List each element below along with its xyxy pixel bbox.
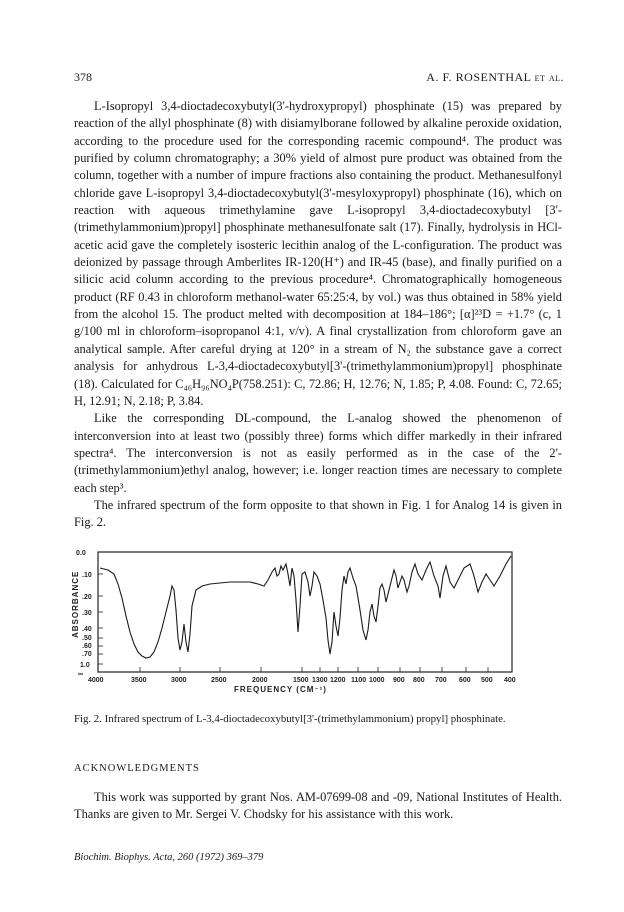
x-tick-label: 1500 [293, 677, 309, 684]
ir-spectrum-figure [71, 546, 562, 710]
x-tick-label: 4000 [88, 677, 104, 684]
x-ticks [98, 667, 512, 672]
paragraph-interconversion: Like the corresponding DL-compound, the L-analog showed the phenomenon of interconversion into at least two (possibly three) forms which differ markedly in their infrared spectra⁴. The interconversion is not as easily performed as in the case of the 2'-(trimethylammonium)ethyl analog, however; i.e. longer reaction times are necessary to complete each step³. [74, 411, 562, 495]
y-tick-label: 1.0 [80, 662, 90, 669]
ir-spectrum-plot [71, 546, 562, 710]
y-tick-label: .40 [82, 626, 92, 633]
y-tick-label: ∞ [78, 671, 83, 678]
figure-caption: Fig. 2. Infrared spectrum of L-3,4-dioctadecoxybutyl[3'-(trimethylammonium) propyl] phosphinate. [74, 713, 506, 725]
plot-frame [98, 552, 512, 672]
y-tick-label: .10 [82, 572, 92, 579]
x-tick-label: 3000 [171, 677, 187, 684]
x-axis-label: FREQUENCY (CM⁻¹) [234, 685, 327, 694]
x-tick-label: 2500 [211, 677, 227, 684]
x-tick-label: 2000 [252, 677, 268, 684]
page-number: 378 [74, 70, 92, 84]
body-text [74, 98, 562, 532]
journal-citation-footer: Biochim. Biophys. Acta, 260 (1972) 369–379 [74, 852, 264, 863]
acknowledgments-heading: ACKNOWLEDGMENTS [74, 763, 200, 774]
page-header [74, 70, 564, 86]
y-tick-label: 0.0 [76, 550, 86, 557]
paragraph-figure-ref: The infrared spectrum of the form opposite to that shown in Fig. 1 for Analog 14 is given in Fig. 2. [74, 497, 562, 530]
x-tick-label: 800 [413, 677, 425, 684]
running-head: A. F. ROSENTHAL et al. [426, 70, 564, 84]
y-tick-label: .60 [82, 643, 92, 650]
x-tick-label: 1100 [351, 677, 367, 684]
x-tick-label: 1200 [330, 677, 346, 684]
y-tick-label: .70 [82, 651, 92, 658]
x-tick-label: 600 [459, 677, 471, 684]
x-tick-labels [88, 677, 516, 684]
y-axis-label: ABSORBANCE [71, 570, 80, 638]
x-tick-label: 900 [393, 677, 405, 684]
x-tick-label: 500 [481, 677, 493, 684]
y-tick-label: .20 [82, 594, 92, 601]
spectrum-trace [100, 556, 511, 658]
x-tick-label: 400 [504, 677, 516, 684]
y-tick-label: .30 [82, 610, 92, 617]
x-tick-label: 3500 [131, 677, 147, 684]
x-tick-label: 1300 [312, 677, 328, 684]
x-tick-label: 1000 [369, 677, 385, 684]
y-tick-label: .50 [82, 635, 92, 642]
paragraph-synthesis: L-Isopropyl 3,4-dioctadecoxybutyl(3'-hydroxypropyl) phosphinate (15) was prepared by reaction of the allyl phosphinate (8) with disiamylborane followed by alkaline peroxide oxidation, according to the procedure used for the corresponding racemic compound⁴. The product was purified by column chromatography; a 30% yield of almost pure product was obtained from the column, together with a number of impure fractions also containing the product. Methanesulfonyl chloride gave L-isopropyl 3,4-dioctadecoxybutyl(3'-mesyloxypropyl) phosphinate (16), which on reaction with aqueous trimethylamine gave L-isopropyl 3,4-dioctadecoxybutyl [3'-(trimethylammonium)propyl] phosphinate methanesulfonate salt (17). Finally, hydrolysis in HCl-acetic acid gave the completely isosteric lecithin analog of the L-configuration. The product was deionized by passage through Amberlites IR-120(H⁺) and IR-45 (base), and finally purified on a silicic acid column according to the previous procedure⁴. Chromatographically homogeneous product (RF 0.43 in chloroform methanol-water 65:25:4, by vol.) was thus obtained in 58% yield from the alcohol 15. The product melted with decomposition at 184–186°; [α]²³D = +1.7° (c, 1 g/100 ml in chloroform–isopropanol 4:1, v/v). A final crystallization from chloroform gave an analytical sample. After careful drying at 120° in a stream of N₂ the substance gave a correct analysis for anhydrous L-3,4-dioctadecoxybutyl[3'-(trimethylammonium)propyl] phosphinate (18). Calculated for C₄₆H₉₆NO₄P(758.251): C, 72.86; H, 12.76; N, 1.85; P, 4.08. Found: C, 72.65; H, 12.91; N, 2.18; P, 3.84. [74, 99, 562, 408]
acknowledgments-text: This work was supported by grant Nos. AM-07699-08 and -09, National Institutes of Health. Thanks are given to Mr. Sergei V. Chodsky for his assistance with this work. [74, 790, 562, 821]
x-tick-label: 700 [435, 677, 447, 684]
